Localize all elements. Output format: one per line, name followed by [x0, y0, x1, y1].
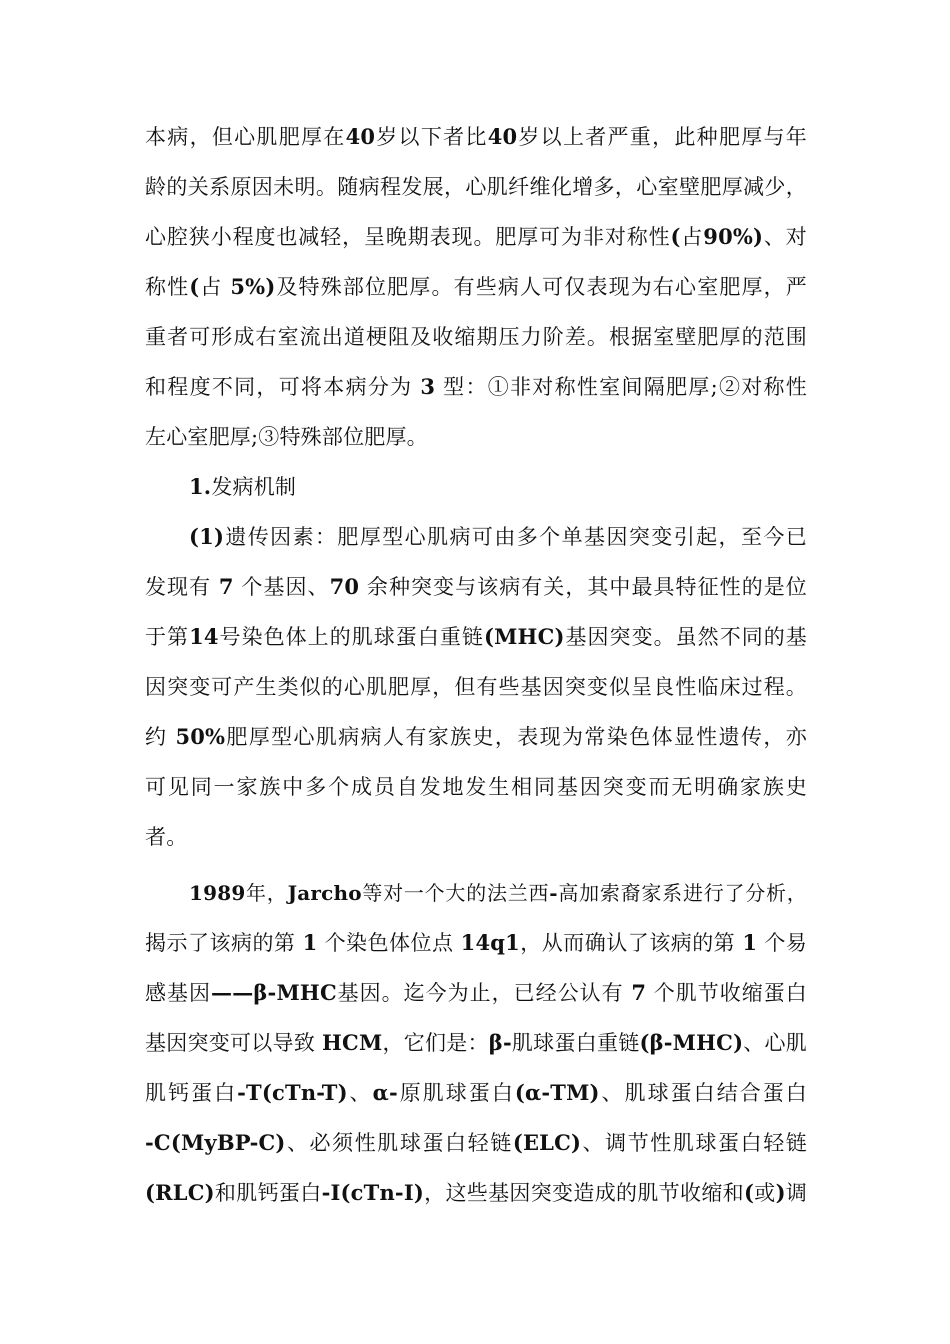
text-line: 重者可形成右室流出道梗阻及收缩期压力阶差。根据室壁肥厚的范围 [145, 325, 807, 349]
text-line: 和程度不同，可将本病分为 3 型：①非对称性室间隔肥厚;②对称性 [145, 374, 807, 399]
text-line: 龄的关系原因未明。随病程发展，心肌纤维化增多，心室壁肥厚减少， [145, 175, 807, 199]
text-line: 因突变可产生类似的心肌肥厚，但有些基因突变似呈良性临床过程。 [145, 675, 807, 699]
text-line: 发现有 7 个基因、70 余种突变与该病有关，其中最具特征性的是位 [145, 574, 807, 599]
text-line: 基因突变可以导致 HCM，它们是：β-肌球蛋白重链(β-MHC)、心肌 [145, 1030, 807, 1055]
text-line: -C(MyBP-C)、必须性肌球蛋白轻链(ELC)、调节性肌球蛋白轻链 [145, 1130, 808, 1155]
text-line: 称性(占 5%)及特殊部位肥厚。有些病人可仅表现为右心室肥厚，严 [145, 274, 807, 299]
text-line: 肌钙蛋白-T(cTn-T)、α-原肌球蛋白(α-TM)、肌球蛋白结合蛋白 [145, 1080, 807, 1105]
text-line: 本病，但心肌肥厚在40岁以下者比40岁以上者严重，此种肥厚与年 [145, 124, 807, 149]
section-heading: 1.发病机制 [189, 474, 297, 499]
text-line: 可见同一家族中多个成员自发地发生相同基因突变而无明确家族史 [145, 775, 807, 799]
text-line: 揭示了该病的第 1 个染色体位点 14q1，从而确认了该病的第 1 个易 [145, 930, 808, 955]
text-line: 感基因——β-MHC基因。迄今为止，已经公认有 7 个肌节收缩蛋白 [145, 980, 807, 1005]
text-line: 者。 [145, 825, 188, 849]
body-text [145, 112, 807, 1218]
text-line: 于第14号染色体上的肌球蛋白重链(MHC)基因突变。虽然不同的基 [145, 624, 808, 649]
text-line: 1989年，Jarcho等对一个大的法兰西-高加索裔家系进行了分析， [189, 881, 807, 905]
text-line: 约 50%肥厚型心肌病病人有家族史，表现为常染色体显性遗传，亦 [145, 724, 808, 749]
text-line: 心腔狭小程度也减轻，呈晚期表现。肥厚可为非对称性(占90%)、对 [145, 224, 807, 249]
text-line: (1)遗传因素：肥厚型心肌病可由多个单基因突变引起，至今已 [189, 524, 807, 549]
text-line: (RLC)和肌钙蛋白-I(cTn-I)，这些基因突变造成的肌节收缩和(或)调 [145, 1180, 808, 1205]
text-line: 左心室肥厚;③特殊部位肥厚。 [145, 425, 428, 449]
